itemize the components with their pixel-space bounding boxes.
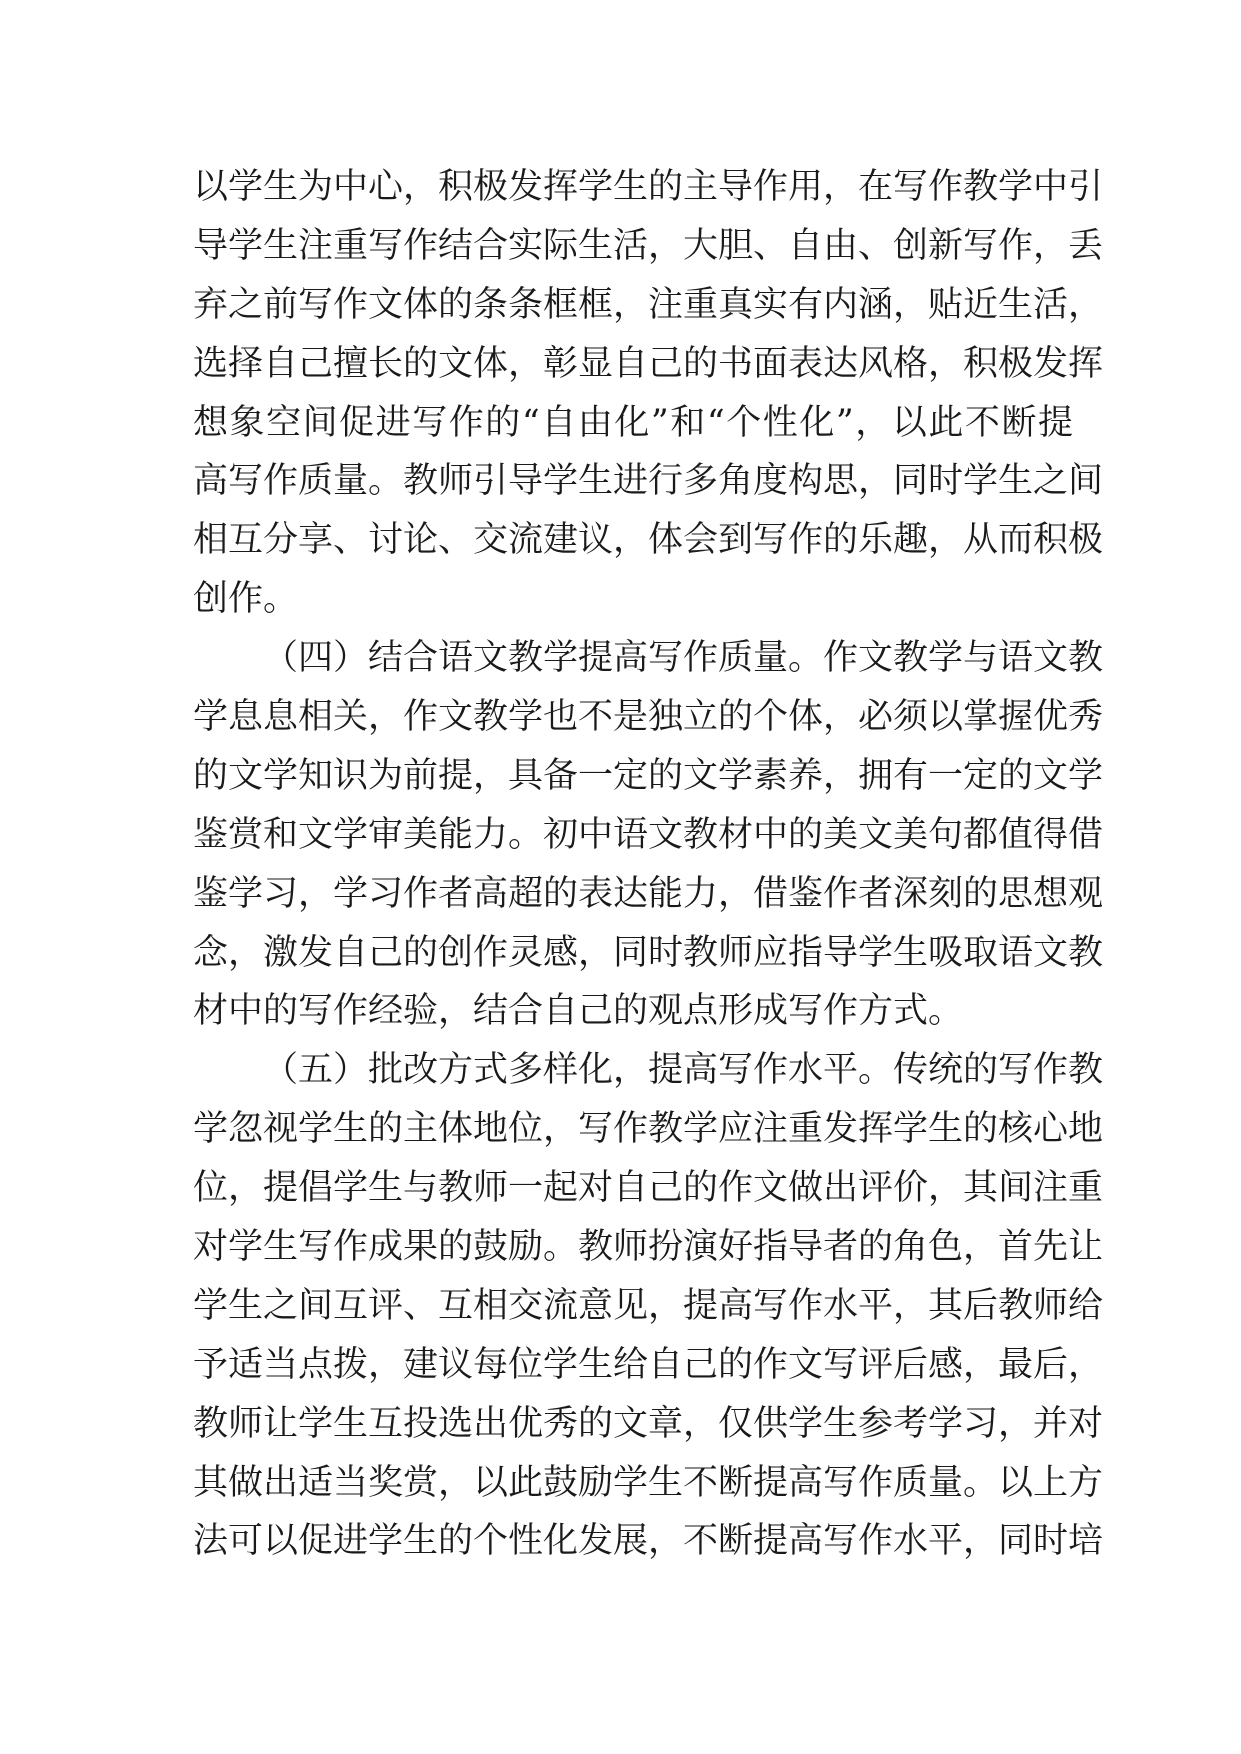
text-line: 予适当点拨，建议每位学生给自己的作文写评后感，最后， [193, 1344, 1104, 1385]
text-line: 想象空间促进写作的“自由化”和“个性化”，以此不断提 [193, 402, 1073, 443]
section-heading-line: （四）结合语文教学提高写作质量。作文教学与语文教 [263, 638, 1104, 679]
text-line: 位，提倡学生与教师一起对自己的作文做出评价，其间注重 [193, 1168, 1104, 1209]
text-line: 学忽视学生的主体地位，写作教学应注重发挥学生的核心地 [193, 1109, 1104, 1150]
section-heading-line: （五）批改方式多样化，提高写作水平。传统的写作教 [263, 1050, 1104, 1091]
text-line: 其做出适当奖赏，以此鼓励学生不断提高写作质量。以上方 [193, 1462, 1104, 1503]
text-line: 的文学知识为前提，具备一定的文学素养，拥有一定的文学 [193, 755, 1104, 796]
text-line: 鉴赏和文学审美能力。初中语文教材中的美文美句都值得借 [193, 814, 1104, 855]
text-line: 法可以促进学生的个性化发展，不断提高写作水平，同时培 [193, 1521, 1104, 1562]
text-line: 选择自己擅长的文体，彰显自己的书面表达风格，积极发挥 [193, 343, 1104, 384]
text-line: 弃之前写作文体的条条框框，注重真实有内涵，贴近生活， [193, 284, 1104, 325]
text-line: 鉴学习，学习作者高超的表达能力，借鉴作者深刻的思想观 [193, 873, 1104, 914]
text-line: 材中的写作经验，结合自己的观点形成写作方式。 [193, 991, 964, 1032]
text-line: 学息息相关，作文教学也不是独立的个体，必须以掌握优秀 [193, 697, 1104, 738]
text-line: 学生之间互评、互相交流意见，提高写作水平，其后教师给 [193, 1285, 1104, 1326]
text-line: 相互分享、讨论、交流建议，体会到写作的乐趣，从而积极 [193, 520, 1104, 561]
text-line: 念，激发自己的创作灵感，同时教师应指导学生吸取语文教 [193, 932, 1104, 973]
text-line: 教师让学生互投选出优秀的文章，仅供学生参考学习，并对 [193, 1403, 1104, 1444]
text-line: 创作。 [193, 579, 299, 620]
text-line: 对学生写作成果的鼓励。教师扮演好指导者的角色，首先让 [193, 1227, 1104, 1268]
body-text [193, 158, 1104, 1571]
text-line: 以学生为中心，积极发挥学生的主导作用，在写作教学中引 [193, 167, 1104, 207]
text-line: 高写作质量。教师引导学生进行多角度构思，同时学生之间 [193, 461, 1104, 502]
text-line: 导学生注重写作结合实际生活，大胆、自由、创新写作，丢 [193, 225, 1104, 266]
